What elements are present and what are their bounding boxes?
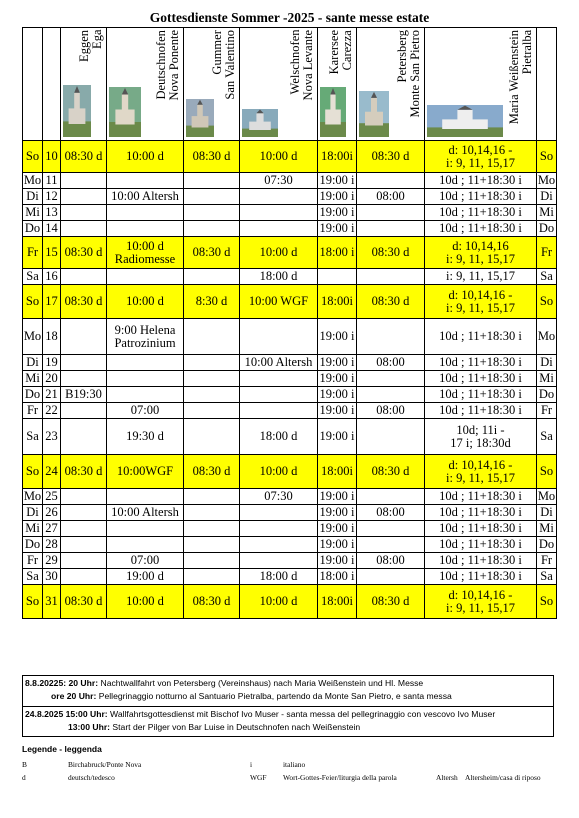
mass-time-cell (61, 189, 107, 205)
date-cell: 15 (43, 237, 61, 269)
weekday-cell: Do (23, 221, 43, 237)
mass-time-cell: 18:00 d (240, 269, 318, 285)
mass-time-cell: 08:00 (357, 553, 425, 569)
column-header-6 (425, 28, 537, 141)
note1-text-it: Pellegrinaggio notturno al Santuario Pietralba, partendo da Monte San Pietro, e santa messa (96, 691, 452, 701)
church-photo (109, 87, 141, 137)
header-row (23, 28, 557, 141)
weekday-cell-right: Mo (537, 319, 557, 355)
mass-time-cell (107, 537, 184, 553)
weekday-cell-right: Sa (537, 419, 557, 455)
date-cell: 18 (43, 319, 61, 355)
legend-key-altersh: Altersh (436, 773, 458, 782)
mass-time-cell (107, 205, 184, 221)
mass-time-cell (357, 205, 425, 221)
table-row (23, 553, 557, 569)
mass-time-cell: 18:00 i (318, 237, 357, 269)
mass-time-cell (184, 403, 240, 419)
mass-time-cell (107, 521, 184, 537)
mass-time-cell: 19:00 i (319, 521, 355, 535)
legend-value-i: italiano (283, 760, 306, 769)
weekday-cell: Do (23, 387, 43, 403)
mass-time-cell: d: 10,14,16 - i: 9, 11, 15,17 (425, 455, 537, 489)
mass-time-cell: 19:00 i (319, 371, 355, 385)
table-row (23, 285, 557, 319)
mass-time-cell (357, 521, 425, 537)
date-cell: 31 (43, 585, 61, 619)
mass-time-cell: 10d ; 11+18:30 i (425, 371, 537, 387)
mass-time-cell (184, 489, 240, 505)
table-row (23, 173, 557, 189)
note1-time-it: ore 20 Uhr: (51, 691, 97, 701)
mass-time-cell (184, 553, 240, 569)
mass-time-cell (240, 387, 318, 403)
note1-date: 8.8.20225: 20 Uhr: (25, 678, 99, 688)
church-photo (242, 109, 278, 137)
mass-time-cell: 19:00 i (318, 419, 357, 455)
weekday-cell-right: Fr (537, 237, 557, 269)
mass-time-cell: 08:30 d (61, 455, 107, 489)
weekday-cell-right: Fr (537, 403, 557, 419)
date-cell: 29 (43, 553, 61, 569)
weekday-cell: Di (23, 355, 43, 371)
mass-time-cell (184, 569, 240, 585)
mass-time-cell: 08:00 (357, 505, 425, 521)
mass-time-cell (107, 387, 184, 403)
mass-time-cell (107, 173, 184, 189)
mass-time-cell (240, 521, 318, 537)
mass-time-cell: 08:30 d (184, 237, 240, 269)
mass-time-cell (184, 205, 240, 221)
mass-time-cell: 08:30 d (357, 585, 425, 619)
mass-time-cell (240, 205, 318, 221)
table-row (23, 189, 557, 205)
column-name: Petersberg Monte San Pietro (395, 30, 422, 118)
weekday-cell: Mo (23, 489, 42, 503)
mass-time-cell: 10d ; 11+18:30 i (425, 505, 537, 521)
mass-time-cell: 10d ; 11+18:30 i (425, 319, 537, 355)
mass-time-cell: 08:00 (357, 403, 425, 419)
mass-time-cell: 19:00 i (319, 537, 355, 551)
mass-time-cell (357, 387, 425, 403)
mass-time-cell: 08:30 d (61, 237, 107, 269)
mass-time-cell (184, 505, 240, 521)
mass-time-cell (61, 173, 107, 189)
mass-time-cell: 10d ; 11+18:30 i (425, 569, 537, 585)
legend-title: Legende - leggenda (22, 744, 102, 754)
mass-time-cell (61, 569, 107, 585)
weekday-cell-right: Sa (537, 569, 557, 585)
mass-time-cell (240, 403, 318, 419)
mass-time-cell: 10:00 Altersh (240, 355, 318, 371)
mass-time-cell: 9:00 Helena Patrozinium (107, 319, 184, 355)
weekday-cell-right: Mo (537, 489, 556, 503)
date-cell: 11 (43, 173, 61, 189)
table-row (23, 221, 557, 237)
weekday-cell-right: Do (537, 537, 557, 553)
church-photo (186, 99, 214, 137)
note1-text-de: Nachtwallfahrt von Petersberg (Vereinshaus) nach Maria Weißenstein und Hl. Messe (98, 678, 424, 688)
date-cell: 12 (43, 189, 61, 205)
mass-time-cell (61, 403, 107, 419)
mass-time-cell (357, 569, 425, 585)
mass-time-cell: 10:00WGF (107, 455, 184, 489)
table-row (23, 205, 557, 221)
date-cell: 10 (43, 141, 61, 173)
mass-time-cell: 10d ; 11+18:30 i (425, 521, 537, 537)
mass-time-cell: 08:00 (357, 189, 425, 205)
mass-time-cell: 10:00 d (240, 585, 318, 619)
mass-time-cell: 10:00 d (107, 585, 184, 619)
mass-time-cell: 10d ; 11+18:30 i (425, 553, 537, 569)
mass-time-cell: 8:30 d (184, 285, 240, 319)
page-title: Gottesdienste Sommer -2025 - sante messe estate (149, 10, 430, 25)
mass-time-cell: 19:00 i (319, 387, 355, 401)
mass-time-cell: d: 10,14,16 i: 9, 11, 15,17 (425, 237, 537, 269)
table-row (23, 489, 557, 505)
column-name: Karersee Carezza (327, 30, 354, 75)
mass-time-cell: 10d; 11i - 17 i; 18:30d (425, 419, 537, 455)
column-name: Eggen Ega (77, 30, 104, 62)
weekday-cell: So (23, 141, 43, 173)
column-name: Gummer San Valentino (210, 30, 237, 100)
mass-time-cell: 19:00 d (107, 569, 184, 585)
mass-time-cell: 08:30 d (61, 141, 107, 173)
weekday-cell: Fr (23, 403, 43, 419)
date-cell: 28 (43, 537, 61, 553)
table-row (23, 419, 557, 455)
church-photo (427, 105, 503, 137)
weekday-cell-right: Sa (537, 269, 557, 285)
mass-time-cell (107, 489, 184, 505)
mass-time-cell: 18:00i (318, 455, 357, 489)
mass-time-cell: 07:00 (107, 403, 184, 419)
mass-time-cell: d: 10,14,16 - i: 9, 11, 15,17 (425, 585, 537, 619)
note2-date: 24.8.2025 15:00 Uhr: (25, 709, 108, 719)
legend-value-wgf: Wort-Gottes-Feier/liturgia della parola (283, 773, 397, 782)
weekday-cell: Mi (23, 205, 43, 221)
mass-time-cell (240, 553, 318, 569)
mass-time-cell (107, 355, 184, 371)
weekday-cell: Mo (23, 173, 42, 187)
note2-text-de: Wallfahrtsgottesdienst mit Bischof Ivo Muser - santa messa del pellegrinaggio con vescovo Ivo Muser (107, 709, 496, 719)
mass-time-cell: d: 10,14,16 - i: 9, 11, 15,17 (425, 141, 537, 173)
table-row (23, 237, 557, 269)
table-row (23, 371, 557, 387)
mass-time-cell (240, 221, 318, 237)
date-cell: 13 (43, 205, 61, 221)
mass-time-cell (318, 269, 357, 285)
date-cell: 21 (43, 387, 61, 403)
weekday-cell-right: Mi (537, 371, 557, 387)
mass-time-cell: 18:00i (318, 585, 357, 619)
mass-time-cell: 18:00i (318, 141, 357, 173)
mass-time-cell (61, 489, 107, 505)
weekday-cell: Do (23, 537, 43, 553)
weekday-cell: Mo (23, 319, 43, 355)
mass-time-cell (240, 505, 318, 521)
mass-time-cell (184, 355, 240, 371)
weekday-cell-right: Di (537, 505, 557, 521)
mass-time-cell: 19:00 i (319, 505, 355, 519)
mass-time-cell: 08:30 d (357, 285, 425, 319)
table-row (23, 387, 557, 403)
weekday-cell: Sa (23, 269, 43, 285)
table-row (23, 355, 557, 371)
legend-key-d: d (22, 773, 26, 782)
mass-time-cell: 19:00 i (318, 319, 357, 355)
mass-time-cell (184, 319, 240, 355)
column-header-2 (184, 28, 240, 141)
mass-time-cell: 19:00 i (319, 489, 355, 503)
weekday-cell: Sa (23, 419, 43, 455)
mass-time-cell: 08:30 d (184, 141, 240, 173)
mass-time-cell: 08:30 d (184, 585, 240, 619)
mass-time-cell: 10d ; 11+18:30 i (425, 189, 537, 205)
weekday-cell-right: So (537, 455, 557, 489)
mass-time-cell: 10:00 WGF (240, 285, 318, 319)
date-cell: 14 (43, 221, 61, 237)
mass-time-cell: 07:30 (240, 173, 318, 189)
column-name: Maria Weißenstein Pietralba (507, 30, 534, 125)
mass-time-cell: B19:30 (61, 387, 107, 403)
mass-time-cell (357, 489, 425, 505)
mass-time-cell: 08:00 (357, 355, 425, 371)
mass-time-cell (184, 371, 240, 387)
date-cell: 27 (43, 521, 61, 537)
weekday-cell: Fr (23, 237, 43, 269)
mass-time-cell: 10:00 Altersh (107, 189, 184, 205)
table-row (23, 569, 557, 585)
mass-time-cell: 10d ; 11+18:30 i (425, 205, 537, 221)
date-cell: 23 (43, 419, 61, 455)
mass-time-cell: 10d ; 11+18:30 i (425, 221, 537, 237)
mass-time-cell (61, 355, 107, 371)
weekday-cell-right: Mo (537, 173, 556, 187)
weekday-cell-right: So (537, 585, 557, 619)
mass-time-cell: d: 10,14,16 - i: 9, 11, 15,17 (425, 285, 537, 319)
legend-key-wgf: WGF (250, 773, 267, 782)
mass-time-cell: 19:00 i (319, 189, 355, 203)
mass-time-cell: 08:30 d (61, 585, 107, 619)
mass-time-cell (357, 173, 425, 189)
note2-time: 13:00 Uhr: (68, 722, 111, 732)
weekday-cell: Di (23, 505, 43, 521)
mass-time-cell: 19:00 i (319, 205, 355, 219)
mass-time-cell: 18:00 d (240, 419, 318, 455)
mass-time-cell: 19:00 i (319, 173, 355, 187)
mass-time-cell: 10:00 d (240, 237, 318, 269)
column-name: Deutschnofen Nova Ponente (154, 30, 181, 101)
table-row (23, 505, 557, 521)
column-header-5 (357, 28, 425, 141)
mass-time-cell (107, 371, 184, 387)
mass-time-cell: 10:00 d (107, 141, 184, 173)
mass-time-cell (357, 371, 425, 387)
mass-time-cell (107, 221, 184, 237)
date-cell: 24 (43, 455, 61, 489)
note2-text-start: Start der Pilger von Bar Luise in Deutschnofen nach Weißenstein (110, 722, 361, 732)
weekday-cell-right: Di (537, 355, 557, 371)
date-cell: 17 (43, 285, 61, 319)
table-row (23, 141, 557, 173)
date-cell: 26 (43, 505, 61, 521)
column-header-1 (107, 28, 184, 141)
mass-time-cell (61, 505, 107, 521)
mass-time-cell (357, 269, 425, 285)
table-row (23, 455, 557, 489)
mass-time-cell (107, 269, 184, 285)
mass-time-cell: 07:00 (107, 553, 184, 569)
mass-time-cell: 19:00 i (319, 403, 355, 417)
mass-time-cell (240, 319, 318, 355)
mass-time-cell: 07:30 (240, 489, 318, 505)
table-row (23, 319, 557, 355)
column-header-4 (318, 28, 357, 141)
weekday-cell: Fr (23, 553, 43, 569)
mass-time-cell: 08:30 d (184, 455, 240, 489)
weekday-cell: So (23, 455, 43, 489)
church-photo (63, 85, 91, 137)
date-cell: 25 (43, 489, 61, 505)
legend-key-i: i (250, 760, 253, 769)
legend-value-b: Birchabruck/Ponte Nova (68, 760, 142, 769)
weekday-cell-right: Do (537, 387, 557, 403)
mass-time-cell: 10:00 d (240, 455, 318, 489)
mass-time-cell: 18:00i (318, 285, 357, 319)
mass-time-cell (184, 419, 240, 455)
table-row (23, 521, 557, 537)
weekday-cell-right: Mi (537, 521, 557, 537)
mass-time-cell (184, 521, 240, 537)
date-cell: 30 (43, 569, 61, 585)
weekday-cell-right: Fr (537, 553, 557, 569)
date-cell: 22 (43, 403, 61, 419)
mass-time-cell (184, 189, 240, 205)
mass-time-cell (357, 537, 425, 553)
note-night-pilgrimage (22, 675, 554, 707)
mass-time-cell: 10:00 Altersh (107, 505, 184, 521)
mass-time-cell: 19:30 d (107, 419, 184, 455)
mass-time-cell (357, 221, 425, 237)
mass-time-cell (240, 371, 318, 387)
mass-time-cell (240, 189, 318, 205)
weekday-cell-right: Do (537, 221, 557, 237)
mass-time-cell: 08:30 d (357, 237, 425, 269)
mass-time-cell (184, 173, 240, 189)
weekday-cell: Mi (23, 371, 43, 387)
table-row (23, 585, 557, 619)
mass-time-cell: 10:00 d Radiomesse (107, 237, 184, 269)
mass-time-cell (61, 221, 107, 237)
legend (22, 744, 102, 754)
mass-time-cell: 10:00 d (240, 141, 318, 173)
mass-time-cell: 10d ; 11+18:30 i (425, 489, 537, 505)
mass-time-cell (61, 371, 107, 387)
mass-time-cell: 18:00 d (240, 569, 318, 585)
column-header-0 (61, 28, 107, 141)
mass-time-cell (61, 319, 107, 355)
mass-time-cell: 10d ; 11+18:30 i (425, 537, 537, 553)
table-row (23, 403, 557, 419)
mass-time-cell: 19:00 i (319, 355, 355, 369)
church-photo (320, 87, 346, 137)
weekday-cell: So (23, 585, 43, 619)
mass-time-cell (357, 419, 425, 455)
mass-time-cell: 19:00 i (319, 553, 355, 567)
column-name: Welschnofen Nova Levante (288, 30, 315, 101)
mass-time-cell: 08:30 d (61, 285, 107, 319)
weekday-cell: So (23, 285, 43, 319)
weekday-cell-right: So (537, 141, 557, 173)
weekday-cell: Sa (23, 569, 43, 585)
mass-time-cell (61, 553, 107, 569)
mass-time-cell: 10d ; 11+18:30 i (425, 403, 537, 419)
church-photo (359, 91, 389, 137)
date-cell: 16 (43, 269, 61, 285)
mass-time-cell: 10d ; 11+18:30 i (425, 355, 537, 371)
mass-time-cell: 08:30 d (357, 141, 425, 173)
schedule-table (22, 27, 557, 619)
mass-time-cell: 10:00 d (107, 285, 184, 319)
mass-time-cell (240, 537, 318, 553)
date-cell: 20 (43, 371, 61, 387)
table-row (23, 269, 557, 285)
legend-key-b: B (22, 760, 27, 769)
legend-value-d: deutsch/tedesco (68, 773, 115, 782)
weekday-cell-right: So (537, 285, 557, 319)
weekday-cell: Mi (23, 521, 43, 537)
mass-time-cell (61, 205, 107, 221)
mass-time-cell: 10d ; 11+18:30 i (425, 173, 537, 189)
mass-time-cell (61, 521, 107, 537)
mass-time-cell (61, 537, 107, 553)
weekday-cell-right: Di (537, 189, 557, 205)
mass-time-cell (357, 319, 425, 355)
mass-time-cell: i: 9, 11, 15,17 (425, 269, 537, 285)
weekday-cell-right: Mi (537, 205, 557, 221)
mass-time-cell (184, 269, 240, 285)
column-header-3 (240, 28, 318, 141)
legend-value-altersh: Altersheim/casa di riposo (465, 773, 541, 782)
mass-time-cell (184, 387, 240, 403)
mass-time-cell: 18:00 i (319, 569, 355, 583)
mass-time-cell: 08:30 d (357, 455, 425, 489)
mass-time-cell (184, 537, 240, 553)
mass-time-cell (184, 221, 240, 237)
weekday-cell: Di (23, 189, 43, 205)
date-cell: 19 (43, 355, 61, 371)
mass-time-cell: 19:00 i (319, 221, 355, 235)
mass-time-cell (61, 419, 107, 455)
mass-time-cell (61, 269, 107, 285)
note-bishop-pilgrimage (22, 706, 554, 737)
mass-time-cell: 10d ; 11+18:30 i (425, 387, 537, 403)
table-row (23, 537, 557, 553)
